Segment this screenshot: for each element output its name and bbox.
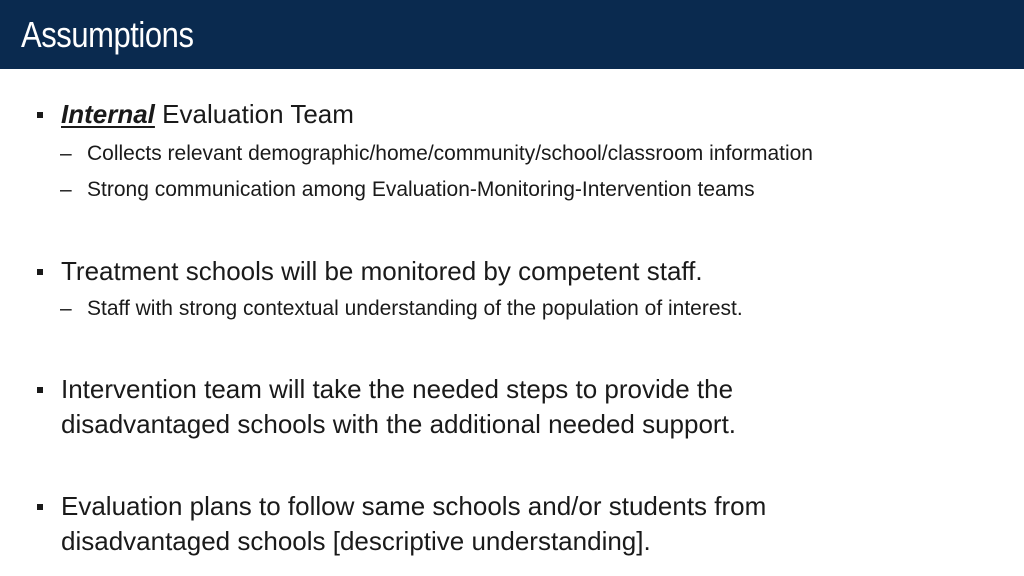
sub-item-text: Staff with strong contextual understanding of the population of interest. (87, 297, 743, 320)
dash-bullet-icon: – (60, 142, 72, 165)
square-bullet-icon (37, 504, 43, 510)
slide-title: Assumptions (21, 14, 194, 55)
bullet-text-rest: Evaluation Team (154, 99, 354, 129)
bullet-text-line: Evaluation plans to follow same schools and/or students from (61, 491, 767, 521)
bullet-text-line: Intervention team will take the needed steps to provide the (61, 374, 734, 404)
square-bullet-icon (37, 269, 43, 275)
bullet-text (61, 97, 961, 132)
sub-item-text: Strong communication among Evaluation-Monitoring-Intervention teams (87, 178, 755, 201)
square-bullet-icon (37, 387, 43, 393)
square-bullet-icon (37, 112, 43, 118)
bullet-text-line: disadvantaged schools with the additional needed support. (61, 409, 737, 439)
bullet-text (61, 489, 961, 559)
dash-bullet-icon: – (60, 178, 72, 201)
dash-bullet-icon: – (60, 297, 72, 320)
bullet-text (61, 372, 961, 442)
bullet-text: Treatment schools will be monitored by competent staff. (61, 256, 703, 286)
bullet-keyword: Internal (61, 99, 155, 129)
sub-item-text: Collects relevant demographic/home/community/school/classroom information (87, 142, 813, 165)
bullet-text-line: disadvantaged schools [descriptive understanding]. (61, 526, 651, 556)
